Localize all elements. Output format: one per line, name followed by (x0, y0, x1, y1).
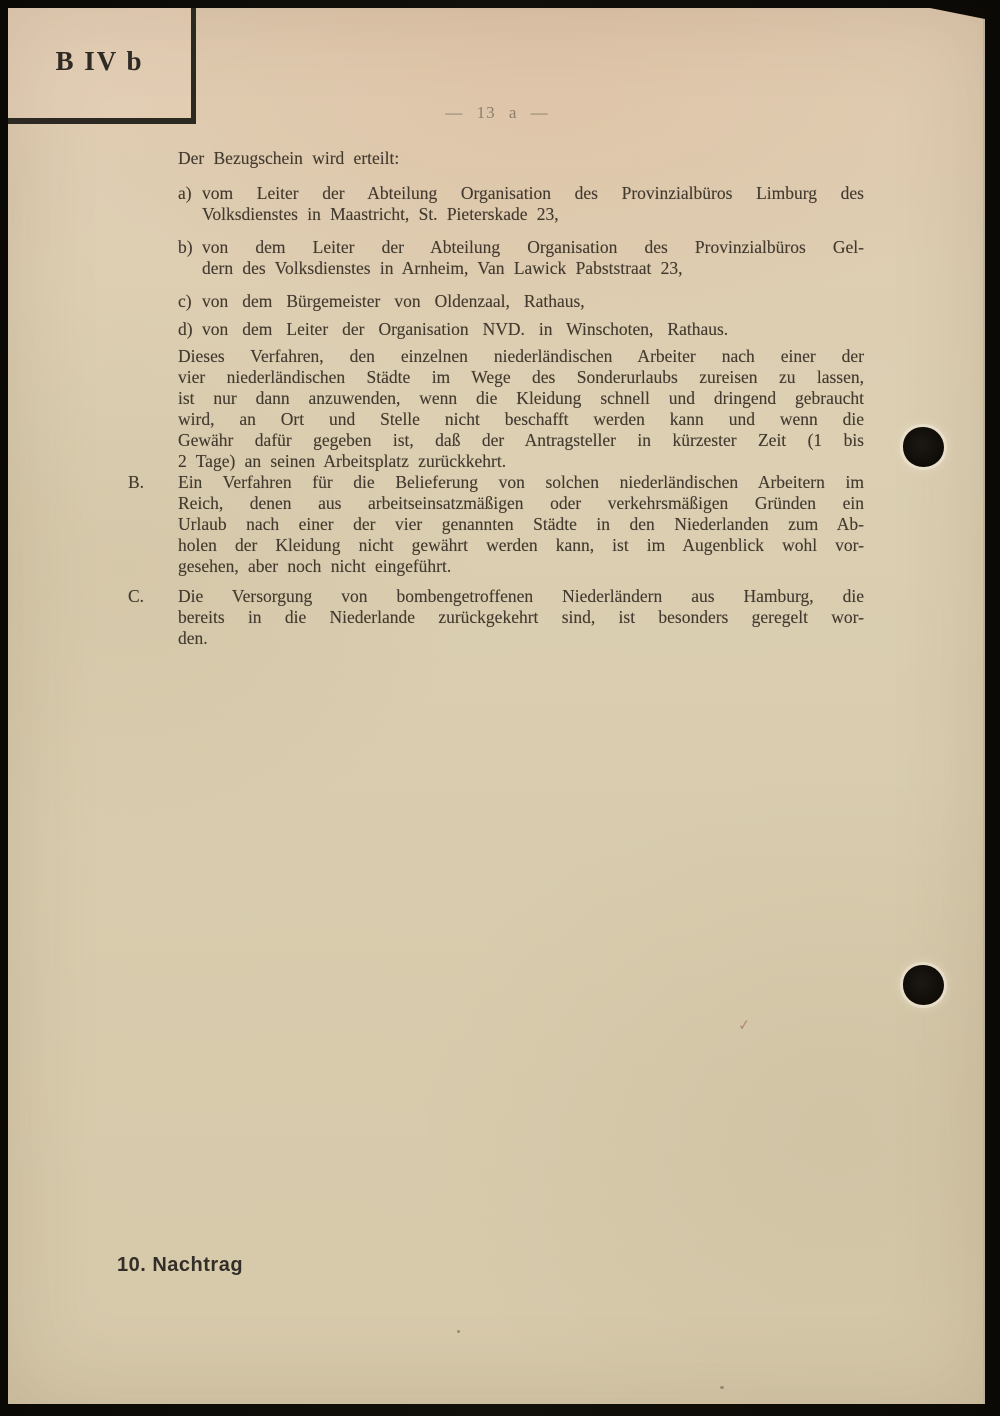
paragraph-line: Ein Verfahren für die Belieferung von solchen niederländischen Arbeitern im (178, 472, 864, 492)
paper-speck (457, 1330, 460, 1333)
intro-line: Der Bezugschein wird erteilt: (178, 148, 400, 168)
classification-stamp-label: B IV b (55, 46, 144, 76)
paragraph-line: Dieses Verfahren, den einzelnen niederländischen Arbeiter nach einer der (178, 346, 864, 366)
section-c (128, 586, 864, 649)
section-b (128, 472, 864, 577)
paragraph-line: Gewähr dafür gegeben ist, daß der Antragsteller in kürzester Zeit (1 bis (178, 430, 864, 450)
list-item-marker: d) (178, 319, 193, 339)
paragraph-line: 2 Tage) an seinen Arbeitsplatz zurückkehrt. (178, 451, 507, 471)
paragraph-line: Die Versorgung von bombengetroffenen Niederländern aus Hamburg, die (178, 586, 864, 606)
list-item-line: von dem Bürgemeister von Oldenzaal, Rathaus, (202, 291, 585, 311)
classification-stamp-box (8, 8, 196, 124)
list-item-marker: a) (178, 183, 192, 203)
supplement-footer-label: 10. Nachtrag (117, 1254, 244, 1276)
list-item-c (178, 291, 864, 312)
procedure-note-paragraph (178, 346, 864, 472)
page-corner-clip (930, 8, 985, 19)
paragraph-line: Urlaub nach einer der vier genannten Städte in den Niederlanden zum Ab- (178, 514, 864, 534)
list-item-b (178, 237, 864, 279)
list-item-line: vom Leiter der Abteilung Organisation des Provinzialbüros Limburg des (202, 183, 864, 203)
document-page (8, 8, 985, 1404)
list-item-marker: b) (178, 237, 193, 257)
list-item-marker: c) (178, 291, 192, 311)
paragraph-line: ist nur dann anzuwenden, wenn die Kleidung schnell und dringend gebraucht (178, 388, 864, 408)
punch-hole (903, 427, 944, 467)
paragraph-line: wird, an Ort und Stelle nicht beschafft werden kann und wenn die (178, 409, 864, 429)
list-item-line: von dem Leiter der Organisation NVD. in Winschoten, Rathaus. (202, 319, 729, 339)
list-item-a (178, 183, 864, 225)
handwritten-check-mark: ✓ (737, 1017, 752, 1035)
section-marker: C. (128, 586, 145, 606)
paragraph-line: holen der Kleidung nicht gewährt werden kann, ist im Augenblick wohl vor- (178, 535, 864, 555)
document-body (128, 148, 864, 649)
paragraph-line: gesehen, aber noch nicht eingeführt. (178, 556, 452, 576)
punch-hole (903, 965, 944, 1005)
list-item-line: Volksdienstes in Maastricht, St. Pieterskade 23, (202, 204, 559, 224)
paragraph-line: den. (178, 628, 208, 648)
paper-speck (720, 1386, 724, 1389)
list-item-d (178, 319, 864, 340)
paragraph-line: Reich, denen aus arbeitseinsatzmäßigen oder verkehrsmäßigen Gründen ein (178, 493, 864, 513)
list-item-line: dern des Volksdienstes in Arnheim, Van Lawick Pabststraat 23, (202, 258, 683, 278)
paragraph-line: bereits in die Niederlande zurückgekehrt sind, ist besonders geregelt wor- (178, 607, 864, 627)
list-item-line: von dem Leiter der Abteilung Organisation des Provinzialbüros Gel- (202, 237, 864, 257)
section-marker: B. (128, 472, 145, 492)
paragraph-line: vier niederländischen Städte im Wege des Sonderurlaubs zureisen zu lassen, (178, 367, 864, 387)
page-number: — 13 a — (445, 103, 549, 122)
